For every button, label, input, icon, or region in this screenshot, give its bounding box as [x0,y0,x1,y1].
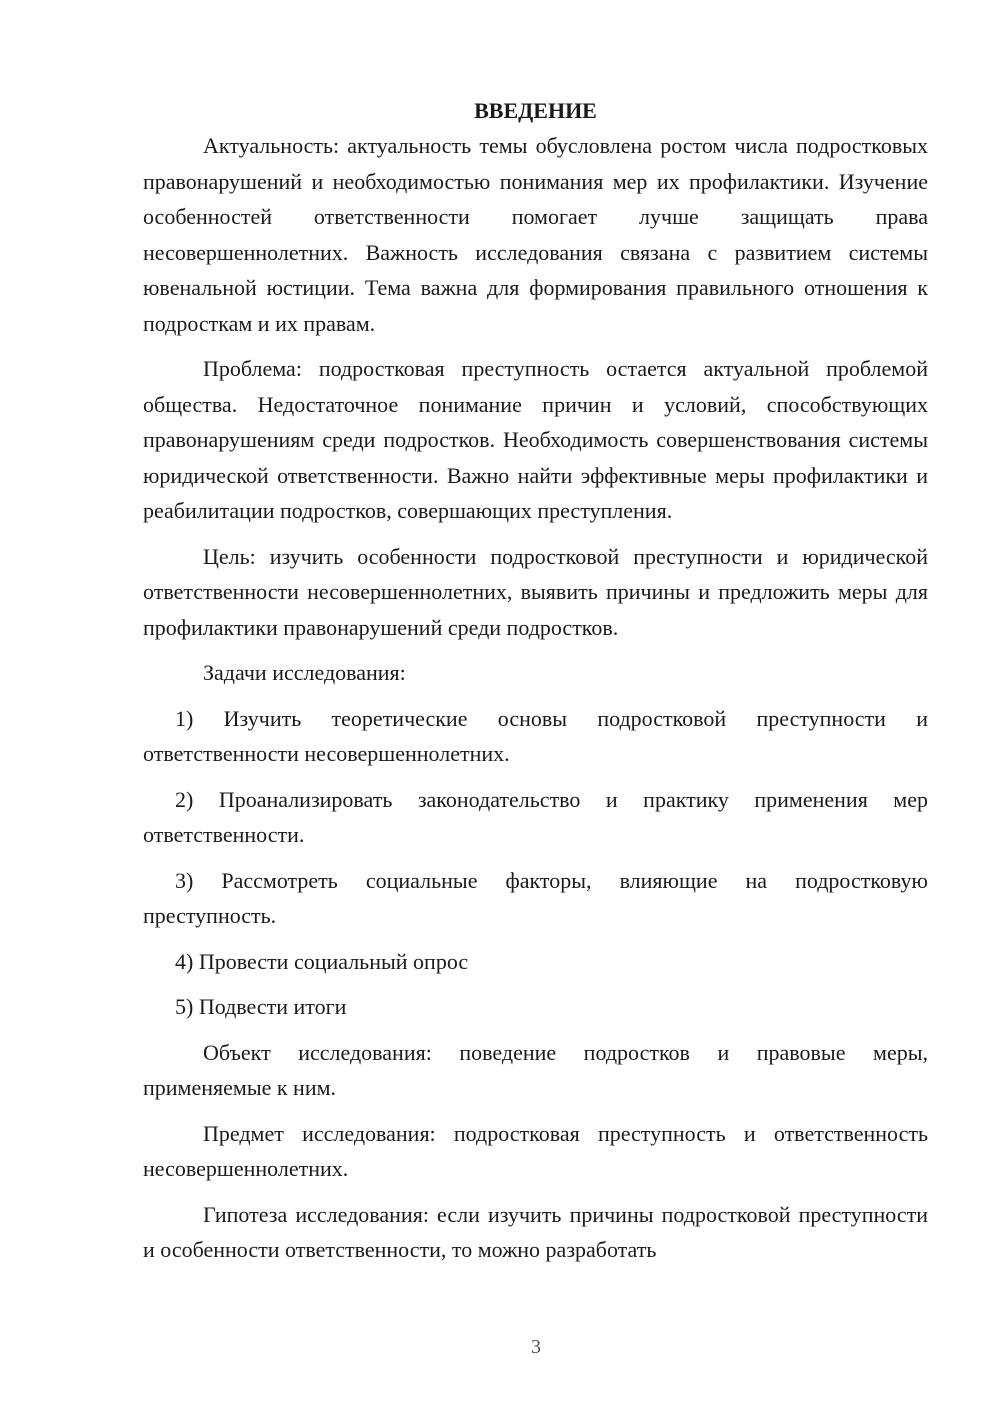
task-item: 5) Подвести итоги [175,994,347,1019]
tasks-title: Задачи исследования: [203,660,406,685]
page-number: 3 [531,1336,541,1358]
task-item: 1) Изучить теоретические основы подростковой преступности и ответственности несовершеннолетних. [143,705,928,766]
task-item: 4) Провести социальный опрос [175,948,469,974]
goal-paragraph: Цель: изучить особенности подростковой преступности и юридической ответственности несовершеннолетних, выявить причины и предложить меры для профилактики правонарушений среди подростков. [143,543,928,640]
object-paragraph: Объект исследования: поведение подростков и правовые меры, применяемые к ним. [143,1039,928,1100]
task-item: 3) Рассмотреть социальные факторы, влияющие на подростковую преступность. [143,867,928,928]
task-item: 2) Проанализировать законодательство и практику применения мер ответственности. [143,786,928,847]
page-title: ВВЕДЕНИЕ [474,98,597,123]
relevance-paragraph: Актуальность: актуальность темы обусловлена ростом числа подростковых правонарушений и необходимостью понимания мер их профилактики. Изучение особенностей ответственности помогает лучше защищать права несовершеннолетних. Важность исследования связана с развитием системы ювенальной юстиции. Тема важна для формирования правильного отношения к подросткам и их правам. [143,133,928,336]
document-page [143,93,928,1268]
hypothesis-paragraph: Гипотеза исследования: если изучить причины подростковой преступности и особенности ответственности, то можно разработать [143,1201,928,1262]
problem-paragraph: Проблема: подростковая преступность остается актуальной проблемой общества. Недостаточное понимание причин и условий, способствующих правонарушениям среди подростков. Необходимость совершенствования системы юридической ответственности. Важно найти эффективные меры профилактики и реабилитации подростков, совершающих преступления. [143,356,928,523]
subject-paragraph: Предмет исследования: подростковая преступность и ответственность несовершеннолетних. [143,1120,928,1181]
